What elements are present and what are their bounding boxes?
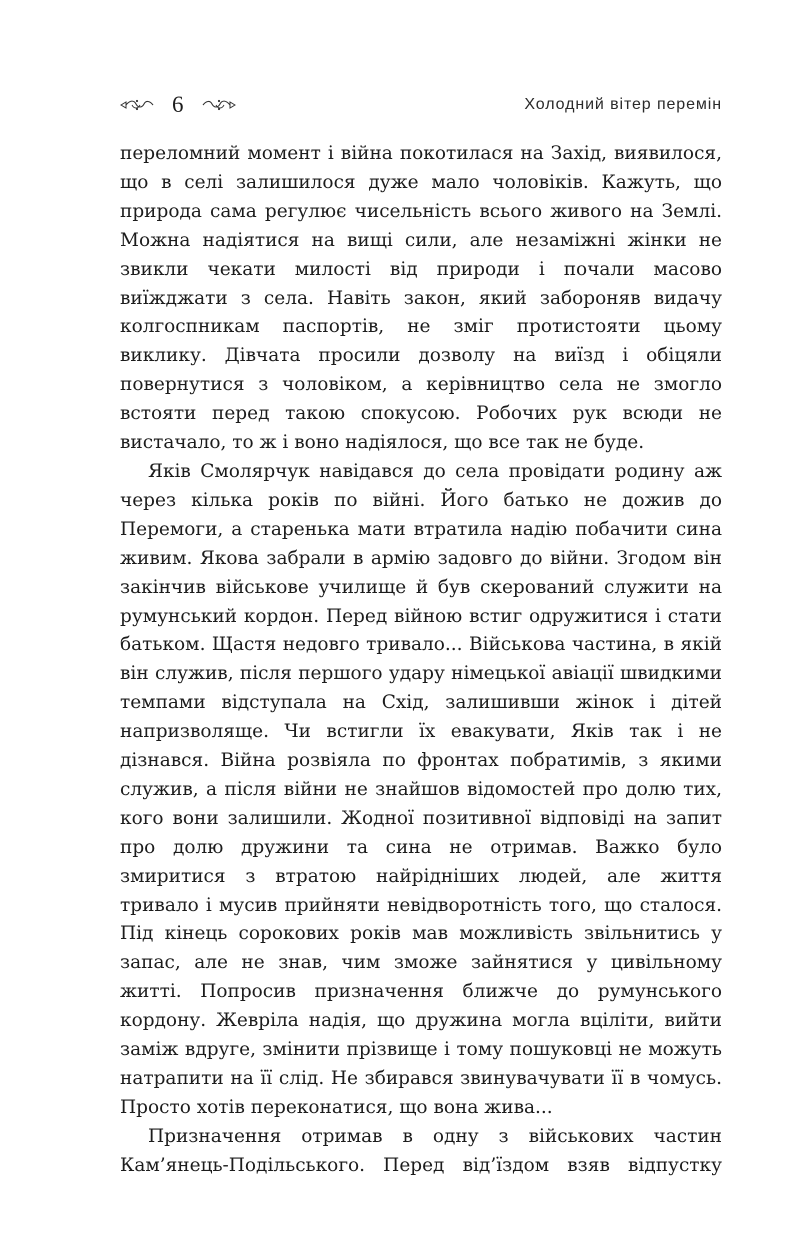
paragraph-3: Призначення отримав в одну з військових частин Кам’янець-Подільського. Перед від’їздом взяв відпустку <box>120 1125 722 1176</box>
flourish-ornament-right-icon <box>202 98 236 112</box>
paragraph-1: переломний момент і війна покотилася на Захід, виявилося, що в селі залишилося дуже мало чоловіків. Кажуть, що природа сама регулює чисельність всього живого на Землі. Можна надіятися на вищі сили, але незаміжні жінки не звикли чекати милості від природи і почали масово виїжджати з села. Навіть закон, який забороняв видачу колгоспникам паспортів, не зміг протистояти цьому виклику. Дівчата просили дозволу на виїзд і обіцяли повернутися з чоловіком, а керівництво села не змогло встояти перед такою спокусою. Робочих рук всюди не вистачало, то ж і воно надіялося, що все так не буде. <box>120 143 722 454</box>
page-number-group <box>120 92 236 118</box>
page-header <box>120 92 722 122</box>
running-title: Холодний вітер перемін <box>524 96 722 113</box>
paragraph-2: Яків Смолярчук навідався до села провідати родину аж через кілька років по війні. Його батько не дожив до Перемоги, а старенька мати втратила надію побачити сина живим. Якова забрали в армію задовго до війни. Згодом він закінчив військове училище й був скерований служити на румунський кордон. Перед війною встиг одружитися і стати батьком. Щастя недовго тривало... Військова частина, в якій він служив, після першого удару німецької авіації швидкими темпами відступала на Схід, залишивши жінок і дітей напризволяще. Чи встигли їх евакувати, Яків так і не дізнався. Війна розвіяла по фронтах побратимів, з якими служив, а після війни не знайшов відомостей про долю тих, кого вони залишили. Жодної позитивної відповіді на запит про долю дружини та сина не отримав. Важко було змиритися з втратою найрідніших людей, але життя тривало і мусив прийняти невідворотність того, що сталося. Під кінець сорокових років мав можливість звільнитись у запас, але не знав, чим зможе зайнятися у цивільному житті. Попросив призначення ближче до румунського кордону. Жевріла надія, що дружина могла вціліти, вийти заміж вдруге, змінити прізвище і тому пошуковці не можуть натрапити на її слід. Не збирався звинувачувати її в чомусь. Просто хотів переконатися, що вона жива... <box>120 460 722 1118</box>
body-text <box>120 140 722 1181</box>
page-number: 6 <box>172 92 184 117</box>
flourish-ornament-left-icon <box>120 98 154 112</box>
